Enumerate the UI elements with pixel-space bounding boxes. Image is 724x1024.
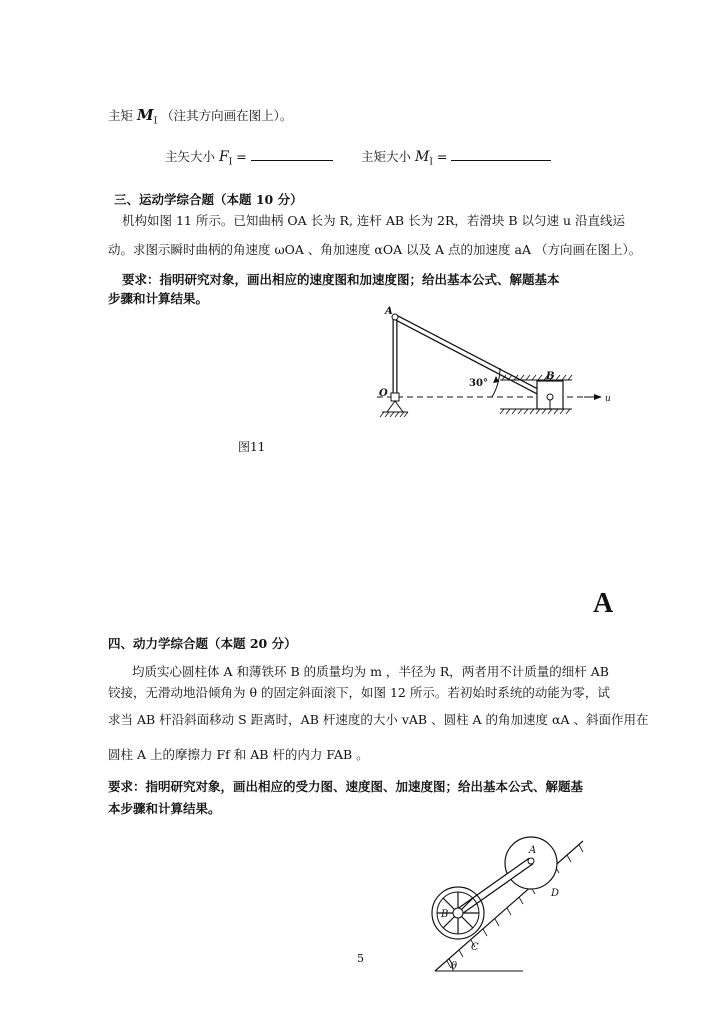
label-a: A: [385, 306, 393, 317]
label-b-2: B: [441, 909, 449, 920]
label-c: C: [471, 942, 479, 953]
force-subscript: I: [228, 157, 233, 168]
section4-paragraph-3: 求当 AB 杆沿斜面移动 S 距离时，AB 杆速度的大小 vAB 、圆柱 A 的角加速度 αA 、斜面作用在: [108, 712, 649, 727]
hub-b: [453, 908, 463, 918]
section3-requirement-1: 要求：指明研究对象，画出相应的速度图和加速度图；给出基本公式、解题基本: [122, 272, 560, 287]
section4-paragraph-1: 均质实心圆柱体 A 和薄铁环 B 的质量均为 m ，半径为 R，两者用不计质量的细杆 AB: [132, 664, 609, 679]
angle-arrow: [493, 376, 499, 383]
pin-a: [392, 314, 398, 320]
moment-answer-subscript: I: [429, 157, 433, 168]
label-u: u: [605, 394, 611, 404]
section3-requirement-2: 步骤和计算结果。: [108, 291, 209, 306]
support-o: [387, 401, 403, 412]
moment-answer-blank[interactable]: [451, 148, 551, 161]
section3-paragraph-2: 动。求图示瞬时曲柄的角速度 ωOA 、角加速度 αOA 以及 A 点的加速度 aA （方向画在图上）。: [108, 242, 642, 257]
force-eq: =: [236, 149, 247, 164]
figure-12-diagram: [415, 835, 595, 977]
label-b: B: [546, 371, 555, 382]
pin-b-front: [547, 394, 553, 400]
pin-a-2: [528, 858, 534, 864]
section3-heading: 三、运动学综合题（本题 10 分）: [114, 192, 303, 207]
force-answer-blank[interactable]: [251, 148, 333, 161]
pin-o: [391, 393, 399, 401]
page-number: 5: [357, 952, 364, 965]
rod-ab-2: [456, 861, 531, 914]
guide-bottom-hatch: [500, 409, 570, 414]
section4-requirement-2: 本步骤和计算结果。: [108, 801, 221, 816]
ground-o-hatch: [380, 412, 408, 417]
label-theta: θ: [451, 961, 458, 972]
section4-paragraph-4: 圆柱 A 上的摩擦力 Ff 和 AB 杆的内力 FAB 。: [108, 747, 369, 762]
moment-subscript: I: [153, 116, 158, 127]
moment-note-line: [108, 106, 292, 127]
section4-requirement-1: 要求：指明研究对象，画出相应的受力图、速度图、加速度图；给出基本公式、解题基: [108, 779, 584, 794]
figure-11-diagram: [372, 300, 617, 425]
label-o: O: [379, 388, 388, 399]
moment-label: 主矩大小: [361, 149, 412, 164]
moment-note: （注其方向画在图上）。: [161, 108, 293, 123]
force-label: 主矢大小: [165, 149, 216, 164]
section4-paragraph-2: 铰接，无滑动地沿倾角为 θ 的固定斜面滚下，如图 12 所示。若初始时系统的动能为零，试: [108, 685, 610, 700]
u-arrow-head: [594, 394, 602, 400]
label-d: D: [551, 888, 560, 899]
label-a-2: A: [529, 845, 537, 856]
moment-symbol: M: [137, 106, 154, 124]
moment-answer-symbol: M: [415, 149, 430, 165]
moment-answer-line: [361, 147, 551, 168]
force-symbol: F: [219, 149, 229, 165]
label-angle: 30°: [469, 378, 488, 389]
section4-heading: 四、动力学综合题（本题 20 分）: [108, 636, 297, 651]
moment-eq: =: [436, 149, 448, 164]
moment-prefix: 主矩: [108, 108, 134, 123]
version-mark: A: [593, 588, 614, 619]
section3-paragraph-1: 机构如图 11 所示。已知曲柄 OA 长为 R, 连杆 AB 长为 2R，若滑块 B 以匀速 u 沿直线运: [122, 213, 626, 228]
figure-11-caption: 图11: [238, 440, 266, 454]
force-answer-line: [165, 147, 333, 168]
